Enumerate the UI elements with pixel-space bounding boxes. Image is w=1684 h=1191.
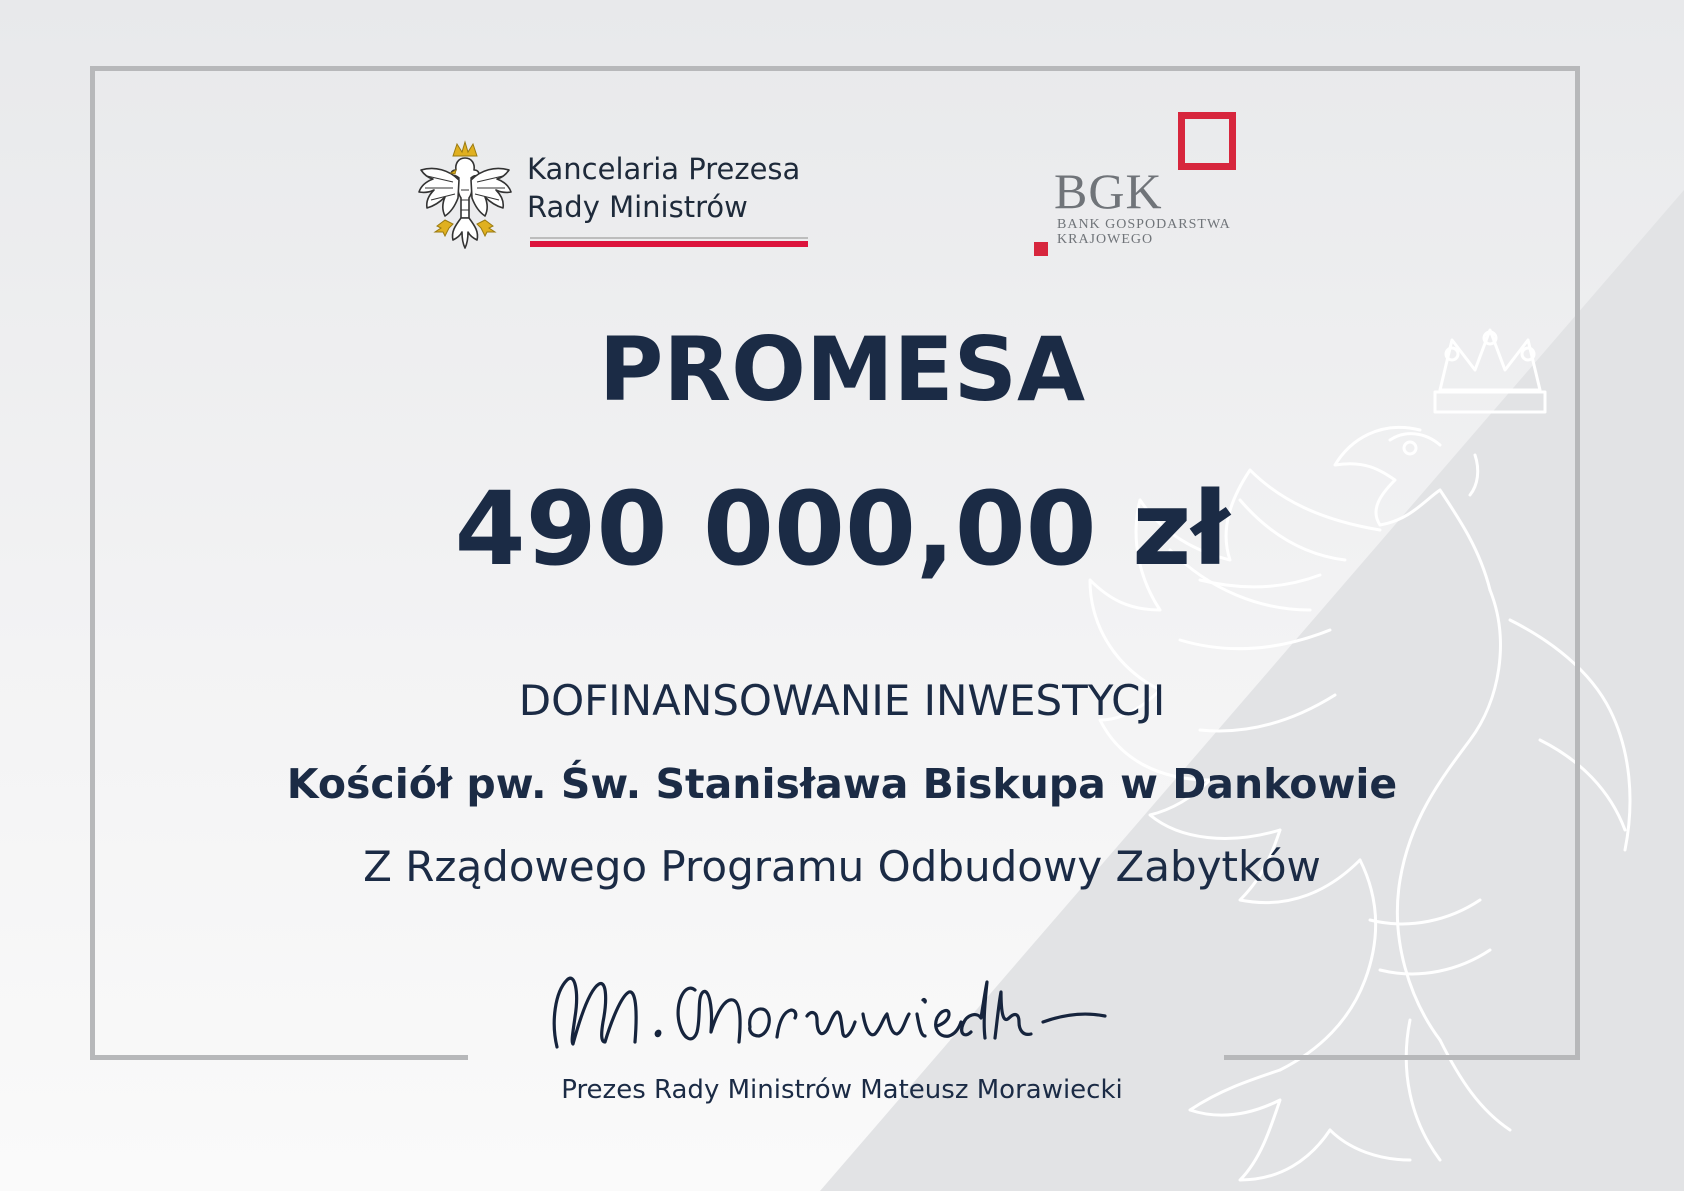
signer-name: Prezes Rady Ministrów Mateusz Morawiecki: [561, 1075, 1123, 1105]
polish-eagle-icon: [415, 140, 515, 252]
kprm-name: [527, 150, 800, 226]
bgk-logo: [1030, 112, 1250, 262]
project-name: Kościół pw. Św. Stanisława Biskupa w Dankowie: [286, 760, 1398, 808]
kprm-divider-red: [530, 241, 808, 247]
frame-bottom-right-border: [1224, 1055, 1580, 1060]
grant-subtitle: DOFINANSOWANIE INWESTYCJI: [518, 676, 1166, 725]
bgk-square-outline-icon: [1178, 112, 1236, 170]
kprm-name-line1: Kancelaria Prezesa: [527, 152, 801, 186]
grant-amount: 490 000,00 zł: [454, 470, 1230, 589]
kprm-name-line2: Rady Ministrów: [527, 190, 748, 224]
eagle-watermark-icon: [1080, 320, 1684, 1191]
bgk-mark: BGK: [1054, 163, 1163, 219]
frame-bottom-left-border: [90, 1055, 468, 1060]
bgk-name: [1057, 217, 1231, 247]
program-name: Z Rządowego Programu Odbudowy Zabytków: [363, 842, 1321, 891]
handwritten-signature: [545, 962, 1145, 1062]
document-title: PROMESA: [598, 318, 1086, 421]
frame-top-border: [90, 66, 1580, 71]
bgk-name-line1: BANK GOSPODARSTWA: [1057, 217, 1231, 232]
bgk-name-line2: KRAJOWEGO: [1057, 232, 1154, 247]
bgk-square-small-icon: [1034, 242, 1048, 256]
kprm-divider-grey: [530, 237, 808, 239]
kprm-logo: [415, 140, 815, 255]
